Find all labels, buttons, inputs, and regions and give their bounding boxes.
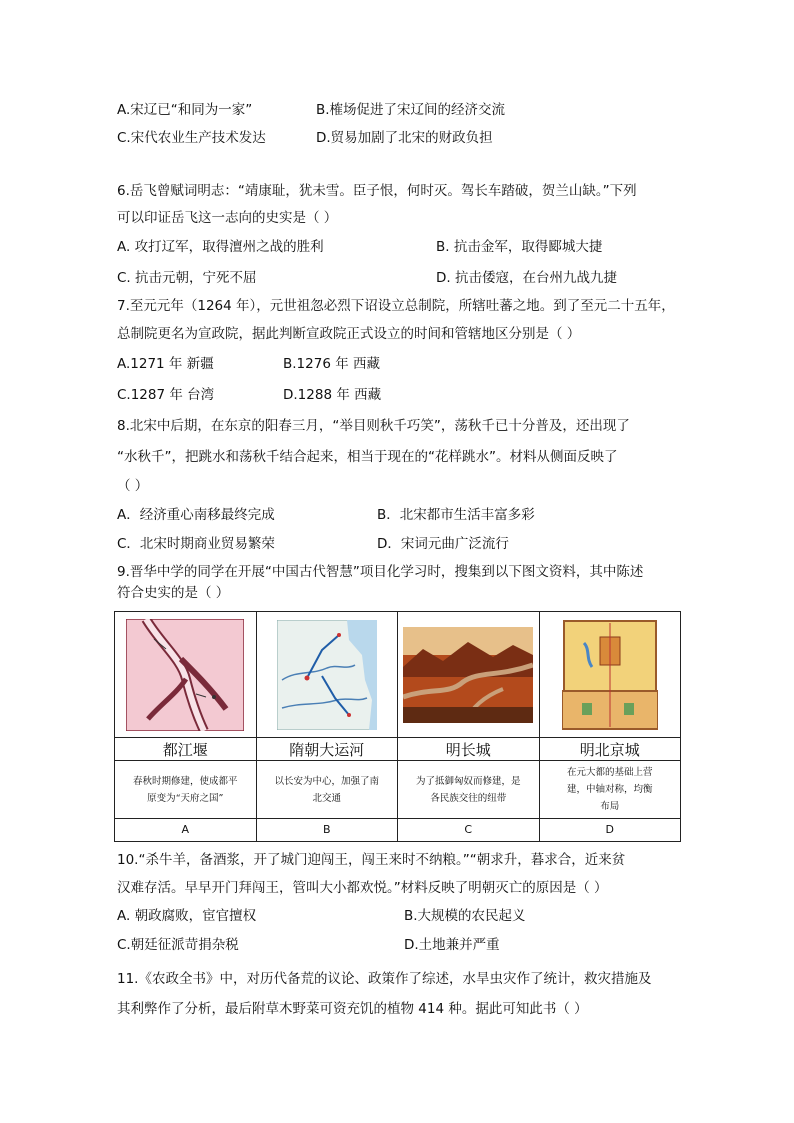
- q7-option-b[interactable]: B.1276 年 西藏: [283, 356, 380, 372]
- option-letter-c[interactable]: C: [398, 818, 540, 841]
- q10-option-b[interactable]: B.大规模的农民起义: [404, 908, 526, 924]
- q7-option-a[interactable]: A.1271 年 新疆: [117, 356, 214, 372]
- q10-option-c[interactable]: C.朝廷征派苛捐杂税: [117, 937, 239, 953]
- q10-option-d[interactable]: D.土地兼并严重: [404, 937, 500, 953]
- q5-option-a[interactable]: A.宋辽已“和同为一家”: [117, 102, 253, 118]
- q9-stem-line1: 9.晋华中学的同学在开展“中国古代智慧”项目化学习时，搜集到以下图文资料，其中陈述: [117, 564, 644, 580]
- q8-option-a[interactable]: A．经济重心南移最终完成: [117, 507, 275, 523]
- great-wall-label: 明长城: [398, 738, 540, 761]
- q11-stem-line2: 其利弊作了分析，最后附草木野菜可资充饥的植物 414 种。据此可知此书（ ）: [117, 1001, 588, 1017]
- q7-stem-line1: 7.至元元年（1264 年），元世祖忽必烈下诏设立总制院，所辖吐蕃之地。到了至元二十五年，: [117, 298, 675, 314]
- q10-stem-line1: 10.“杀牛羊，备酒浆，开了城门迎闯王，闯王来时不纳粮。”“朝求升，暮求合，近来贫: [117, 852, 626, 868]
- dujiangyan-map-image: [126, 619, 244, 731]
- grand-canal-map-image: [277, 620, 377, 730]
- grand-canal-map-cell: [256, 612, 398, 738]
- q8-option-c[interactable]: C．北宋时期商业贸易繁荣: [117, 536, 275, 552]
- q5-option-b[interactable]: B.榷场促进了宋辽间的经济交流: [316, 102, 506, 118]
- option-letter-d[interactable]: D: [539, 818, 681, 841]
- grand-canal-description: 以长安为中心，加强了南 北交通: [256, 761, 398, 819]
- ming-beijing-plan-cell: [539, 612, 681, 738]
- q8-stem-line2: “水秋千”，把跳水和荡秋千结合起来，相当于现在的“花样跳水”。材料从侧面反映了: [117, 449, 618, 465]
- dujiangyan-description: 春秋时期修建，使成都平 原变为“天府之国”: [115, 761, 257, 819]
- option-letter-a[interactable]: A: [115, 818, 257, 841]
- dujiangyan-label: 都江堰: [115, 738, 257, 761]
- q6-option-d[interactable]: D. 抗击倭寇，在台州九战九捷: [436, 270, 617, 286]
- great-wall-photo: [403, 627, 533, 723]
- q8-option-b[interactable]: B．北宋都市生活丰富多彩: [377, 507, 535, 523]
- q6-stem-line2: 可以印证岳飞这一志向的史实是（ ）: [117, 210, 338, 226]
- q6-stem-line1: 6.岳飞曾赋词明志：“靖康耻，犹未雪。臣子恨，何时灭。驾长车踏破，贺兰山缺。”下列: [117, 183, 637, 199]
- q5-option-c[interactable]: C.宋代农业生产技术发达: [117, 130, 266, 146]
- q9-stem-line2: 符合史实的是（ ）: [117, 585, 230, 601]
- ming-beijing-label: 明北京城: [539, 738, 681, 761]
- q9-materials-table: [114, 611, 681, 842]
- q6-option-b[interactable]: B. 抗击金军，取得郾城大捷: [436, 239, 603, 255]
- option-letter-b[interactable]: B: [256, 818, 398, 841]
- q8-stem-line1: 8.北宋中后期，在东京的阳春三月，“举目则秋千巧笑”，荡秋千已十分普及，还出现了: [117, 418, 630, 434]
- great-wall-description: 为了抵御匈奴而修建，是 各民族交往的纽带: [398, 761, 540, 819]
- q7-option-c[interactable]: C.1287 年 台湾: [117, 387, 215, 403]
- ming-beijing-description: 在元大都的基础上营 建，中轴对称，均衡 布局: [539, 761, 681, 819]
- q8-option-d[interactable]: D．宋词元曲广泛流行: [377, 536, 509, 552]
- q10-stem-line2: 汉难存活。早早开门拜闯王，管叫大小都欢悦。”材料反映了明朝灭亡的原因是（ ）: [117, 880, 608, 896]
- q11-stem-line1: 11.《农政全书》中，对历代备荒的议论、政策作了综述，水旱虫灾作了统计，救灾措施及: [117, 971, 652, 987]
- ming-beijing-plan-image: [562, 619, 658, 731]
- q6-option-a[interactable]: A. 攻打辽军，取得澶州之战的胜利: [117, 239, 324, 255]
- q7-stem-line2: 总制院更名为宣政院，据此判断宣政院正式设立的时间和管辖地区分别是（ ）: [117, 326, 581, 342]
- q6-option-c[interactable]: C. 抗击元朝，宁死不屈: [117, 270, 257, 286]
- q7-option-d[interactable]: D.1288 年 西藏: [283, 387, 382, 403]
- great-wall-photo-cell: [398, 612, 540, 738]
- dujiangyan-map-cell: [115, 612, 257, 738]
- q10-option-a[interactable]: A. 朝政腐败，宦官擅权: [117, 908, 257, 924]
- q5-option-d[interactable]: D.贸易加剧了北宋的财政负担: [316, 130, 493, 146]
- grand-canal-label: 隋朝大运河: [256, 738, 398, 761]
- q8-stem-line3: （ ）: [117, 478, 149, 494]
